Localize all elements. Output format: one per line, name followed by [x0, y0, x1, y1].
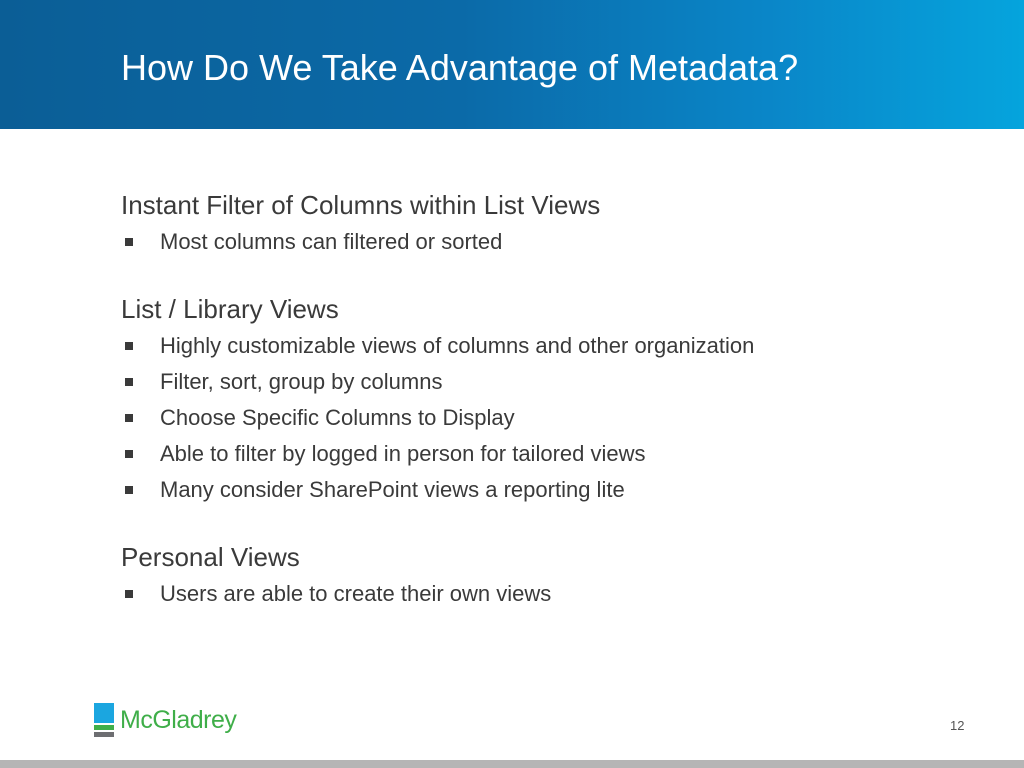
page-number: 12: [950, 718, 965, 733]
bullet-list: [121, 224, 981, 260]
bullet-text: Users are able to create their own views: [160, 581, 552, 606]
section-heading: Instant Filter of Columns within List Views: [121, 190, 601, 220]
title-bar: [0, 0, 1024, 129]
bullet-item: [121, 224, 981, 260]
square-bullet-icon: [125, 486, 133, 494]
bullet-text: Choose Specific Columns to Display: [160, 405, 515, 430]
mcgladrey-logo-mark-icon: [94, 703, 114, 737]
bullet-item: [121, 472, 981, 508]
square-bullet-icon: [125, 450, 133, 458]
square-bullet-icon: [125, 590, 133, 598]
section-heading: List / Library Views: [121, 294, 339, 324]
square-bullet-icon: [125, 342, 133, 350]
slide-content: [121, 186, 981, 642]
bullet-item: [121, 400, 981, 436]
bullet-item: [121, 328, 981, 364]
mcgladrey-logo: [94, 703, 236, 737]
slide-title: How Do We Take Advantage of Metadata?: [121, 47, 799, 88]
square-bullet-icon: [125, 414, 133, 422]
square-bullet-icon: [125, 378, 133, 386]
bullet-text: Filter, sort, group by columns: [160, 369, 443, 394]
logo-wordmark: McGladrey: [120, 706, 237, 734]
section-heading: Personal Views: [121, 542, 300, 572]
square-bullet-icon: [125, 238, 133, 246]
section-instant-filter: [121, 186, 981, 260]
bullet-text: Most columns can filtered or sorted: [160, 229, 503, 254]
bullet-item: [121, 436, 981, 472]
bullet-text: Many consider SharePoint views a reporting lite: [160, 477, 625, 502]
section-list-library-views: [121, 290, 981, 508]
bullet-text: Able to filter by logged in person for tailored views: [160, 441, 646, 466]
bullet-item: [121, 364, 981, 400]
bullet-text: Highly customizable views of columns and other organization: [160, 333, 755, 358]
bullet-item: [121, 576, 981, 612]
footer-bar: [0, 760, 1024, 768]
bullet-list: [121, 328, 981, 508]
section-personal-views: [121, 538, 981, 612]
bullet-list: [121, 576, 981, 612]
